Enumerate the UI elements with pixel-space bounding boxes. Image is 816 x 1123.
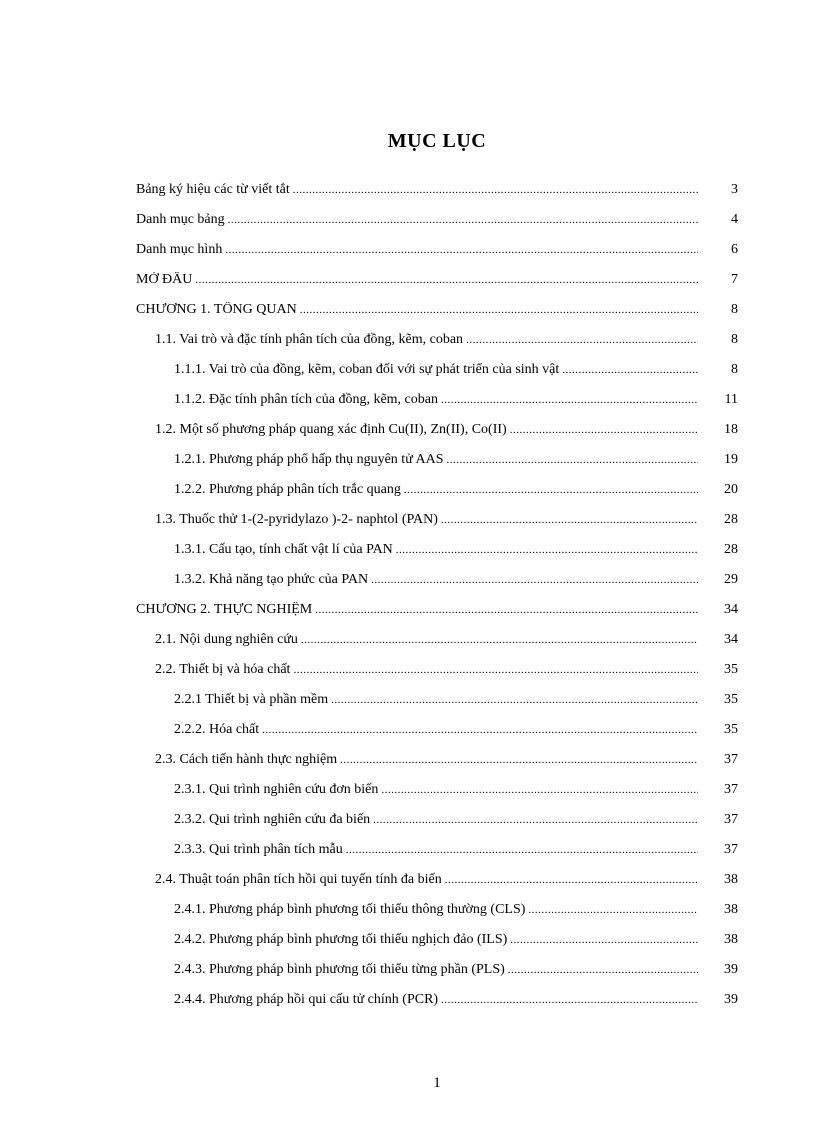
toc-leader-dots — [562, 364, 698, 376]
toc-entry[interactable] — [136, 565, 738, 595]
toc-leader-dots — [331, 694, 698, 706]
toc-leader-dots — [510, 934, 698, 946]
toc-entry-title: 2.4.4. Phương pháp hồi qui cấu tử chính (PCR) — [174, 992, 439, 1007]
toc-page-number: 7 — [731, 272, 738, 287]
toc-leader-dots — [508, 964, 698, 976]
toc-entry-title: 1.3.2. Khả năng tạo phức của PAN — [174, 572, 369, 587]
toc-page-number: 35 — [724, 662, 738, 677]
toc-entry-title: 2.4. Thuật toán phân tích hồi qui tuyến tính đa biến — [155, 872, 442, 887]
toc-entry-title: 1.2. Một số phương pháp quang xác định Cu(II), Zn(II), Co(II) — [155, 422, 507, 437]
toc-page-number: 28 — [724, 542, 738, 557]
toc-page-number: 19 — [724, 452, 738, 467]
toc-page-number: 39 — [724, 962, 738, 977]
toc-page-number: 8 — [731, 362, 738, 377]
table-of-contents — [136, 175, 738, 1015]
toc-entry-title: 2.3.3. Qui trình phân tích mẫu — [174, 842, 343, 857]
page-number: 1 — [433, 1075, 441, 1091]
toc-page-number: 37 — [724, 752, 738, 767]
toc-entry-title: 1.3.1. Cấu tạo, tính chất vật lí của PAN — [174, 542, 393, 557]
toc-leader-dots — [371, 574, 698, 586]
toc-leader-dots — [315, 604, 698, 616]
toc-leader-dots — [293, 184, 698, 196]
toc-page-number: 39 — [724, 992, 738, 1007]
toc-entry-title: 2.2.2. Hóa chất — [174, 722, 260, 737]
toc-leader-dots — [404, 484, 698, 496]
toc-entry[interactable] — [136, 475, 738, 505]
toc-page-number: 37 — [724, 812, 738, 827]
toc-entry[interactable] — [136, 595, 738, 625]
toc-entry-title: 2.3.1. Qui trình nghiên cứu đơn biến — [174, 782, 379, 797]
toc-page-number: 20 — [724, 482, 738, 497]
toc-entry-title: Danh mục hình — [136, 242, 223, 257]
toc-page-number: 11 — [724, 392, 738, 407]
toc-entry[interactable] — [136, 325, 738, 355]
toc-leader-dots — [396, 544, 698, 556]
toc-page-number: 38 — [724, 932, 738, 947]
toc-entry-title: 1.1. Vai trò và đặc tính phân tích của đồng, kẽm, coban — [155, 332, 464, 347]
toc-leader-dots — [228, 214, 698, 226]
toc-leader-dots — [262, 724, 698, 736]
toc-entry-title: 1.2.1. Phương pháp phổ hấp thụ nguyên tử AAS — [174, 452, 444, 467]
toc-page-number: 34 — [724, 602, 738, 617]
toc-leader-dots — [441, 514, 698, 526]
toc-entry-title: CHƯƠNG 1. TỔNG QUAN — [136, 302, 297, 317]
toc-leader-dots — [301, 634, 698, 646]
toc-entry[interactable] — [136, 295, 738, 325]
toc-entry[interactable] — [136, 835, 738, 865]
toc-entry-title: 1.1.1. Vai trò của đồng, kẽm, coban đối với sự phát triển của sinh vật — [174, 362, 560, 377]
toc-entry[interactable] — [136, 265, 738, 295]
toc-leader-dots — [510, 424, 698, 436]
toc-page-number: 4 — [731, 212, 738, 227]
toc-leader-dots — [441, 394, 698, 406]
toc-page-number: 28 — [724, 512, 738, 527]
toc-entry-title: 2.1. Nội dung nghiên cứu — [155, 632, 298, 647]
toc-leader-dots — [293, 664, 698, 676]
toc-page-number: 38 — [724, 902, 738, 917]
toc-page-number: 29 — [724, 572, 738, 587]
toc-entry[interactable] — [136, 625, 738, 655]
toc-leader-dots — [300, 304, 698, 316]
page-title: MỤC LỤC — [387, 130, 487, 152]
toc-entry-title: 2.3.2. Qui trình nghiên cứu đa biến — [174, 812, 371, 827]
toc-leader-dots — [340, 754, 698, 766]
toc-entry[interactable] — [136, 505, 738, 535]
toc-page-number: 38 — [724, 872, 738, 887]
toc-entry[interactable] — [136, 355, 738, 385]
toc-page-number: 3 — [731, 182, 738, 197]
toc-page-number: 35 — [724, 722, 738, 737]
toc-entry[interactable] — [136, 745, 738, 775]
toc-leader-dots — [373, 814, 698, 826]
toc-entry-title: 1.2.2. Phương pháp phân tích trắc quang — [174, 482, 401, 497]
toc-leader-dots — [528, 904, 698, 916]
toc-page-number: 34 — [724, 632, 738, 647]
toc-entry[interactable] — [136, 985, 738, 1015]
toc-entry[interactable] — [136, 655, 738, 685]
toc-entry[interactable] — [136, 775, 738, 805]
toc-entry[interactable] — [136, 685, 738, 715]
toc-page-number: 37 — [724, 842, 738, 857]
toc-entry-title: Danh mục bảng — [136, 212, 225, 227]
toc-entry-title: 2.4.3. Phương pháp bình phương tối thiểu từng phần (PLS) — [174, 962, 505, 977]
toc-page-number: 8 — [731, 332, 738, 347]
toc-leader-dots — [381, 784, 698, 796]
toc-page-number: 8 — [731, 302, 738, 317]
toc-leader-dots — [195, 274, 698, 286]
toc-entry[interactable] — [136, 805, 738, 835]
toc-entry[interactable] — [136, 715, 738, 745]
toc-leader-dots — [447, 454, 698, 466]
toc-entry-title: MỞ ĐẦU — [136, 272, 193, 287]
toc-entry-title: 1.3. Thuốc thử 1-(2-pyridylazo )-2- naphtol (PAN) — [155, 512, 438, 527]
toc-entry-title: Bảng ký hiệu các từ viết tắt — [136, 182, 290, 197]
toc-entry[interactable] — [136, 955, 738, 985]
toc-entry[interactable] — [136, 385, 738, 415]
toc-leader-dots — [466, 334, 698, 346]
toc-leader-dots — [441, 994, 698, 1006]
toc-entry-title: 2.4.1. Phương pháp bình phương tối thiểu thông thường (CLS) — [174, 902, 526, 917]
toc-leader-dots — [445, 874, 698, 886]
toc-entry[interactable] — [136, 865, 738, 895]
toc-entry-title: 2.4.2. Phương pháp bình phương tối thiểu nghịch đảo (ILS) — [174, 932, 508, 947]
toc-entry[interactable] — [136, 235, 738, 265]
toc-page-number: 35 — [724, 692, 738, 707]
toc-entry[interactable] — [136, 925, 738, 955]
toc-entry[interactable] — [136, 895, 738, 925]
toc-entry-title: 2.3. Cách tiến hành thực nghiệm — [155, 752, 338, 767]
toc-page-number: 37 — [724, 782, 738, 797]
toc-page-number: 18 — [724, 422, 738, 437]
toc-leader-dots — [225, 244, 698, 256]
toc-leader-dots — [346, 844, 698, 856]
toc-entry[interactable] — [136, 445, 738, 475]
toc-entry[interactable] — [136, 205, 738, 235]
toc-entry[interactable] — [136, 175, 738, 205]
toc-entry-title: CHƯƠNG 2. THỰC NGHIỆM — [136, 602, 313, 617]
toc-entry[interactable] — [136, 535, 738, 565]
toc-page-number: 6 — [731, 242, 738, 257]
toc-entry[interactable] — [136, 415, 738, 445]
toc-entry-title: 1.1.2. Đặc tính phân tích của đồng, kẽm, coban — [174, 392, 438, 407]
toc-entry-title: 2.2.1 Thiết bị và phần mềm — [174, 692, 329, 707]
toc-entry-title: 2.2. Thiết bị và hóa chất — [155, 662, 291, 677]
